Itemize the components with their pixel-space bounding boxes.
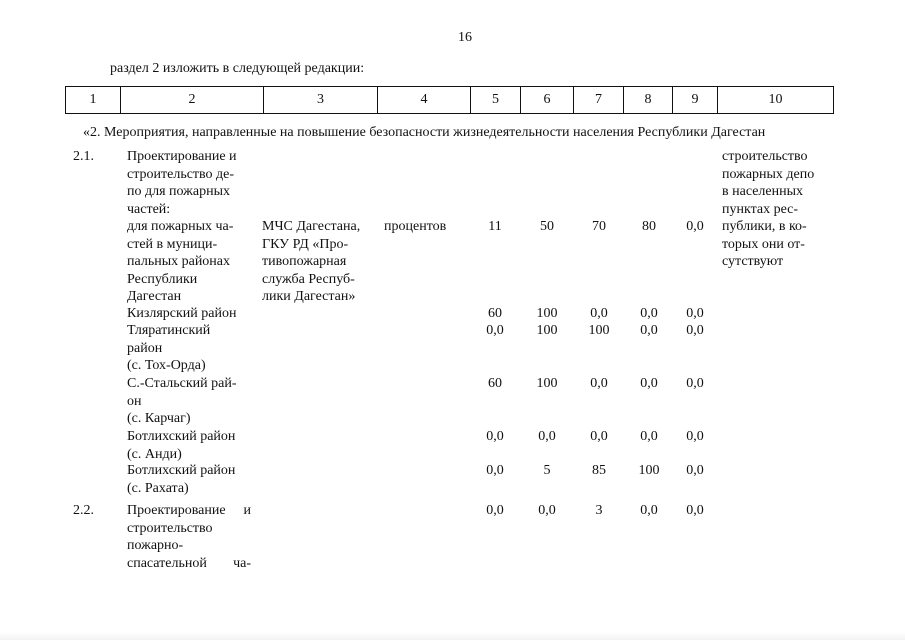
- value-col-5: 0,0: [486, 429, 504, 444]
- value-col-7: 0,0: [590, 376, 608, 391]
- value-col-8: 80: [642, 219, 656, 234]
- row-2-1-note: [722, 148, 814, 271]
- value-col-9: 0,0: [686, 306, 704, 321]
- column-header-7: 7: [574, 87, 624, 114]
- row-number-2-1: 2.1.: [73, 149, 94, 164]
- title-line: строительство де-: [127, 166, 235, 182]
- subrow-name-line: Республики: [127, 271, 198, 287]
- value-col-8: 0,0: [640, 376, 658, 391]
- title-line: по для пожарных: [127, 184, 230, 199]
- note-line: торых они от-: [722, 236, 805, 252]
- column-header-3: 3: [264, 87, 378, 114]
- district-name-line: район: [127, 340, 163, 356]
- district-name-line: (с. Рахата): [127, 480, 189, 496]
- value-col-7: 70: [592, 219, 606, 234]
- value-col-6: 0,0: [538, 503, 556, 518]
- district-name: [127, 305, 236, 323]
- district-name: [127, 462, 235, 497]
- title-line: Проектирование и: [127, 149, 237, 164]
- value-col-5: 11: [488, 219, 502, 234]
- district-name-line: Ботлихский район: [127, 463, 236, 478]
- value-col-6: 100: [536, 323, 558, 338]
- district-name: [127, 375, 237, 428]
- value-col-5: 0,0: [486, 503, 504, 518]
- page-number: 16: [458, 30, 472, 45]
- value-col-6: 0,0: [538, 429, 556, 444]
- value-col-8: 0,0: [640, 429, 658, 444]
- title-word: спасательной: [127, 555, 207, 571]
- title-line: [127, 502, 251, 520]
- value-col-9: 0,0: [686, 503, 704, 518]
- subrow-name-line: пальных районах: [127, 254, 231, 269]
- note-line: в населенных: [722, 184, 804, 199]
- row-2-2-title: [127, 502, 251, 572]
- district-name-line: Ботлихский район: [127, 429, 236, 444]
- section-title: «2. Мероприятия, направленные на повышение безопасности жизнедеятельности населения Республики Дагестан: [83, 125, 766, 140]
- value-col-9: 0,0: [686, 219, 704, 234]
- value-col-5: 60: [488, 306, 502, 321]
- row-2-1-title: [127, 148, 237, 218]
- title-word: ча-: [233, 555, 251, 571]
- column-header-8: 8: [624, 87, 673, 114]
- title-line: строительство: [127, 520, 213, 536]
- value-col-9: 0,0: [686, 463, 704, 478]
- title-word: Проектирование: [127, 503, 226, 518]
- value-col-8: 0,0: [640, 306, 658, 321]
- executor: [262, 218, 360, 306]
- title-line: [127, 555, 251, 573]
- value-col-6: 100: [536, 306, 558, 321]
- title-line: частей:: [127, 201, 171, 217]
- value-col-8: 100: [638, 463, 660, 478]
- district-name-line: Кизлярский район: [127, 306, 237, 321]
- title-line: пожарно-: [127, 538, 184, 553]
- executor-line: тивопожарная: [262, 254, 347, 269]
- district-name-line: Тляратинский: [127, 323, 211, 338]
- value-col-7: 85: [592, 463, 606, 478]
- value-col-5: 60: [488, 376, 502, 391]
- subrow-name-line: для пожарных ча-: [127, 219, 234, 234]
- note-line: пожарных депо: [722, 166, 815, 182]
- value-col-6: 50: [540, 219, 554, 234]
- column-header-4: 4: [378, 87, 471, 114]
- district-name-line: (с. Карчаг): [127, 411, 191, 426]
- unit-of-measure: процентов: [384, 219, 447, 234]
- value-col-5: 0,0: [486, 463, 504, 478]
- note-line: строительство: [722, 149, 808, 164]
- value-col-7: 100: [588, 323, 610, 338]
- column-header-5: 5: [471, 87, 521, 114]
- value-col-8: 0,0: [640, 503, 658, 518]
- note-line: публики, в ко-: [722, 219, 807, 234]
- column-header-9: 9: [673, 87, 718, 114]
- value-col-6: 5: [543, 463, 551, 478]
- subrow-name-line: стей в муници-: [127, 236, 218, 252]
- executor-line: служба Респуб-: [262, 271, 355, 287]
- value-col-6: 100: [536, 376, 558, 391]
- district-name-line: (с. Анди): [127, 446, 182, 462]
- intro-text: раздел 2 изложить в следующей редакции:: [110, 61, 365, 76]
- district-name: [127, 428, 235, 463]
- subrow-name-line: Дагестан: [127, 289, 182, 304]
- value-col-5: 0,0: [486, 323, 504, 338]
- value-col-9: 0,0: [686, 429, 704, 444]
- district-name: [127, 322, 210, 375]
- district-name-line: (с. Тох-Орда): [127, 358, 206, 373]
- row-number-2-2: 2.2.: [73, 503, 94, 518]
- column-header-1: 1: [66, 87, 121, 114]
- subrow-name: [127, 218, 233, 306]
- executor-line: МЧС Дагестана,: [262, 219, 361, 234]
- column-header-6: 6: [521, 87, 574, 114]
- column-header-10: 10: [718, 87, 834, 114]
- value-col-7: 0,0: [590, 429, 608, 444]
- note-line: пунктах рес-: [722, 201, 799, 217]
- value-col-7: 3: [595, 503, 603, 518]
- page-edge-shadow: [0, 632, 905, 640]
- value-col-9: 0,0: [686, 323, 704, 338]
- value-col-9: 0,0: [686, 376, 704, 391]
- district-name-line: он: [127, 393, 142, 409]
- district-name-line: С.-Стальский рай-: [127, 376, 237, 391]
- column-header-table: [65, 86, 834, 114]
- note-line: сутствуют: [722, 254, 784, 269]
- column-header-2: 2: [121, 87, 264, 114]
- value-col-7: 0,0: [590, 306, 608, 321]
- value-col-8: 0,0: [640, 323, 658, 338]
- executor-line: ГКУ РД «Про-: [262, 236, 349, 252]
- title-word: и: [243, 503, 251, 518]
- executor-line: лики Дагестан»: [262, 289, 356, 304]
